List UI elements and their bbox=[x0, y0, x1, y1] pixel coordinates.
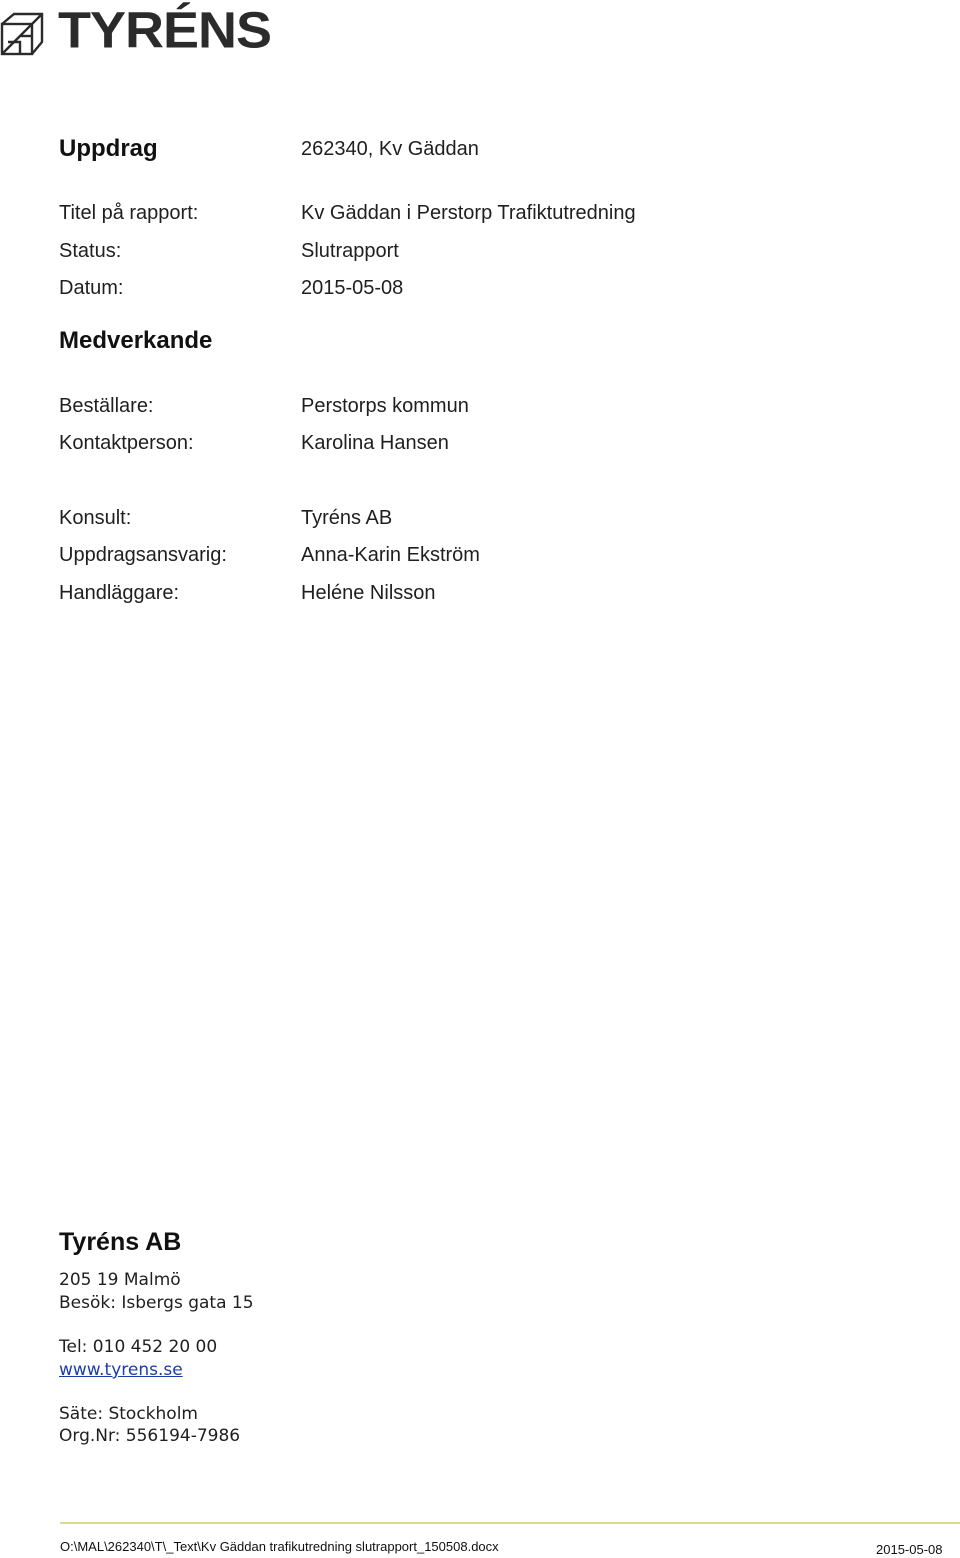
project-manager-label: Uppdragsansvarig: bbox=[59, 544, 227, 566]
tyrens-logo-icon bbox=[0, 12, 44, 56]
case-officer-value: Heléne Nilsson bbox=[301, 582, 436, 604]
assignment-value: 262340, Kv Gäddan bbox=[301, 138, 479, 160]
contact-person-value: Karolina Hansen bbox=[301, 432, 449, 454]
report-title-label: Titel på rapport: bbox=[59, 202, 199, 224]
company-phone: Tel: 010 452 20 00 bbox=[59, 1337, 218, 1357]
footer-file-path: O:\MAL\262340\T\_Text\Kv Gäddan trafikutredning slutrapport_150508.docx bbox=[60, 1539, 499, 1554]
project-manager-value: Anna-Karin Ekström bbox=[301, 544, 480, 566]
consultant-label: Konsult: bbox=[59, 507, 132, 529]
consultant-value: Tyréns AB bbox=[301, 507, 393, 529]
company-postal-address: 205 19 Malmö bbox=[59, 1270, 181, 1290]
contact-person-label: Kontaktperson: bbox=[59, 432, 194, 454]
assignment-heading: Uppdrag bbox=[59, 135, 158, 162]
company-org-number: Org.Nr: 556194-7986 bbox=[59, 1426, 241, 1446]
client-label: Beställare: bbox=[59, 395, 154, 417]
footer-date: 2015-05-08 bbox=[876, 1542, 943, 1557]
company-name: Tyréns AB bbox=[59, 1228, 182, 1256]
participants-heading: Medverkande bbox=[59, 327, 213, 354]
company-website-link[interactable]: www.tyrens.se bbox=[59, 1360, 183, 1380]
company-visit-address: Besök: Isbergs gata 15 bbox=[59, 1293, 254, 1313]
status-value: Slutrapport bbox=[301, 240, 399, 262]
date-label: Datum: bbox=[59, 277, 124, 299]
report-title-value: Kv Gäddan i Perstorp Trafiktutredning bbox=[301, 202, 636, 224]
footer-divider bbox=[60, 1522, 960, 1524]
status-label: Status: bbox=[59, 240, 122, 262]
date-value: 2015-05-08 bbox=[301, 277, 404, 299]
logo-wordmark: TYRÉNS bbox=[58, 2, 272, 59]
client-value: Perstorps kommun bbox=[301, 395, 469, 417]
company-seat: Säte: Stockholm bbox=[59, 1404, 198, 1424]
case-officer-label: Handläggare: bbox=[59, 582, 180, 604]
